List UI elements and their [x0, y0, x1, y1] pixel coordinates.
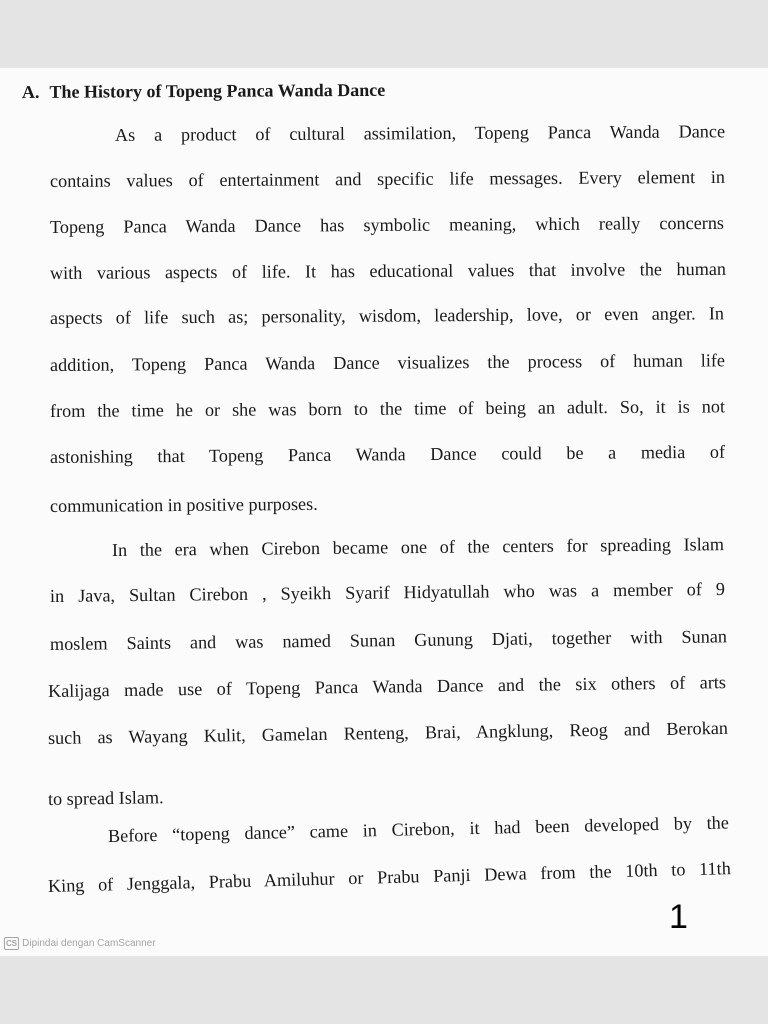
paragraph-2-line-3: moslem Saints and was named Sunan Gunung Djati, together with Sunan: [49, 626, 728, 654]
paragraph-3-line-2: King of Jenggala, Prabu Amiluhur or Prabu Panji Dewa from the 10th to 11th: [47, 858, 732, 896]
paragraph-1-line-7: from the time he or she was born to the time of being an adult. So, it is not: [49, 396, 726, 421]
section-number: A.: [21, 81, 40, 102]
paragraph-2-line-4: Kalijaga made use of Topeng Panca Wanda Dance and the six others of arts: [47, 672, 727, 701]
document-page: [0, 68, 768, 956]
paragraph-1-line-3: Topeng Panca Wanda Dance has symbolic meaning, which really concerns: [49, 212, 725, 237]
paragraph-1-line-2: contains values of entertainment and specific life messages. Every element in: [49, 166, 726, 191]
watermark-text: Dipindai dengan CamScanner: [22, 938, 156, 949]
paragraph-1-line-5: aspects of life such as; personality, wisdom, leadership, love, or even anger. In: [49, 303, 725, 328]
camscanner-logo-icon: CS: [6, 939, 18, 948]
page-number: 1: [669, 898, 688, 936]
paragraph-2-line-6: to spread Islam.: [47, 787, 164, 809]
paragraph-2-line-1: In the era when Cirebon became one of the centers for spreading Islam: [111, 534, 725, 560]
paragraph-2-line-5: such as Wayang Kulit, Gamelan Renteng, Brai, Angklung, Reog and Berokan: [47, 717, 729, 748]
paragraph-2-line-2: in Java, Sultan Cirebon , Syeikh Syarif Hidyatullah who was a member of 9: [49, 578, 726, 606]
section-heading: [22, 80, 385, 103]
camscanner-watermark: [4, 937, 156, 950]
paragraph-1-line-9: communication in positive purposes.: [49, 493, 318, 516]
paragraph-3-line-1: Before “topeng dance” came in Cirebon, it had been developed by the: [107, 812, 730, 846]
paragraph-1-line-8: astonishing that Topeng Panca Wanda Dance could be a media of: [49, 441, 726, 467]
paragraph-1-line-6: addition, Topeng Panca Wanda Dance visualizes the process of human life: [49, 350, 726, 375]
paragraph-1-line-1: As a product of cultural assimilation, Topeng Panca Wanda Dance: [114, 121, 726, 145]
paragraph-1-line-4: with various aspects of life. It has educational values that involve the human: [49, 258, 727, 283]
section-title: The History of Topeng Panca Wanda Dance: [49, 79, 386, 102]
